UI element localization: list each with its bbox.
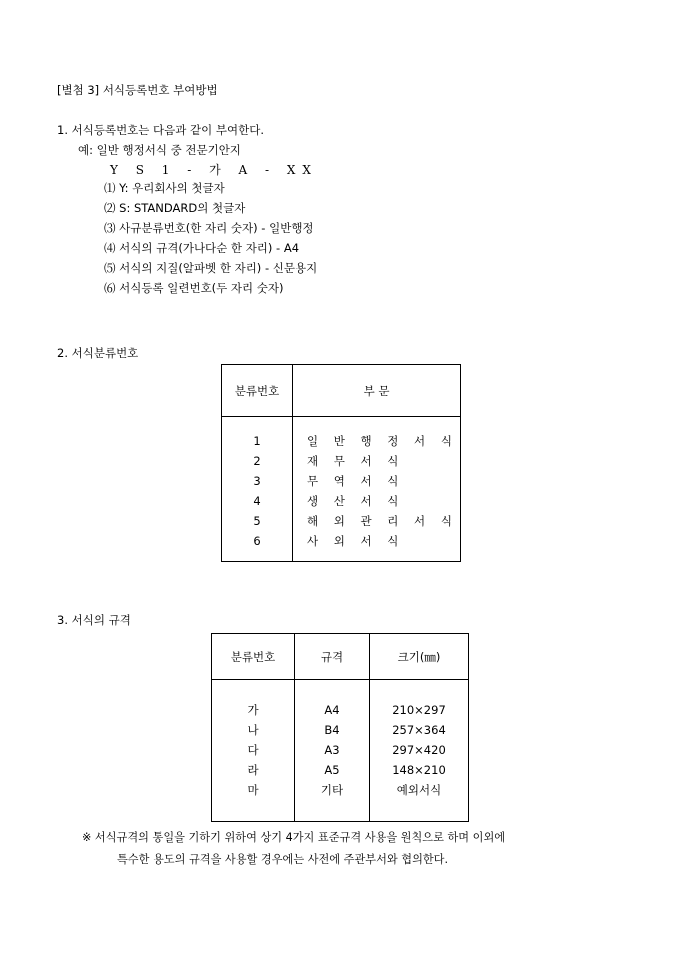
attachment-title: [별첨 3] 서식등록번호 부여방법 (57, 83, 218, 97)
table-header-cell: 분류번호 (222, 365, 293, 417)
table-cell: 사 외 서 식 (307, 534, 405, 548)
table-cell: 무 역 서 식 (307, 474, 405, 488)
table-cell-formats (295, 680, 370, 822)
table-cell: 해 외 관 리 서 식 (307, 514, 458, 528)
table-header-cell: 부 문 (293, 365, 461, 417)
example-code: Y S 1 - 가 A - XX (110, 163, 318, 177)
table-cell: 148×210 (392, 763, 446, 777)
section2-heading: 2. 서식분류번호 (57, 346, 139, 360)
table-header-cell: 크기(㎜) (370, 634, 469, 680)
table-header-cell: 분류번호 (212, 634, 295, 680)
classification-table (221, 364, 461, 562)
table-cell: 라 (247, 763, 259, 777)
list-item: ⑴ Y: 우리회사의 첫글자 (104, 181, 225, 195)
list-item: ⑶ 사규분류번호(한 자리 숫자) - 일반행정 (104, 221, 314, 235)
section3-heading: 3. 서식의 규격 (57, 613, 131, 627)
note-line-1: ※ 서식규격의 통일을 기하기 위하여 상기 4가지 표준규격 사용을 원칙으로 하며 이외에 (82, 831, 506, 844)
table-cell-codes (212, 680, 295, 822)
table-cell: 257×364 (392, 723, 446, 737)
list-item: ⑸ 서식의 지질(알파벳 한 자리) - 신문용지 (104, 261, 318, 275)
table-cell: 생 산 서 식 (307, 494, 405, 508)
table-cell: 가 (247, 703, 259, 717)
table-cell: 예외서식 (396, 783, 442, 797)
table-cell: A5 (324, 763, 340, 777)
code-legend-list (104, 178, 317, 298)
example-label: 예: 일반 행정서식 중 전문기안지 (78, 143, 241, 157)
list-item: ⑹ 서식등록 일련번호(두 자리 숫자) (104, 281, 284, 295)
section1-heading: 1. 서식등록번호는 다음과 같이 부여한다. (57, 123, 264, 137)
table-cell: 마 (247, 783, 259, 797)
table-cell: 나 (247, 723, 259, 737)
table-cell-sections (293, 417, 461, 562)
table-cell: 재 무 서 식 (307, 454, 405, 468)
table-cell-sizes (370, 680, 469, 822)
table-cell-numbers (222, 417, 293, 562)
list-item: ⑷ 서식의 규격(가나다순 한 자리) - A4 (104, 241, 300, 255)
table-cell: 297×420 (392, 743, 446, 757)
table-cell: 5 (253, 514, 261, 528)
table-cell: 6 (253, 534, 261, 548)
table-cell: 기타 (320, 783, 344, 797)
table-cell: A3 (324, 743, 340, 757)
size-table (211, 633, 469, 822)
note-line-2: 특수한 용도의 규격을 사용할 경우에는 사전에 주관부서와 협의한다. (117, 853, 449, 866)
table-cell: 2 (253, 454, 261, 468)
table-cell: A4 (324, 703, 340, 717)
list-item: ⑵ S: STANDARD의 첫글자 (104, 201, 246, 215)
table-cell: 4 (253, 494, 261, 508)
table-cell: 210×297 (392, 703, 446, 717)
table-cell: 3 (253, 474, 261, 488)
table-cell: 일 반 행 정 서 식 (307, 434, 458, 448)
table-cell: 1 (253, 434, 261, 448)
table-cell: 다 (247, 743, 259, 757)
table-cell: B4 (324, 723, 340, 737)
table-header-cell: 규격 (295, 634, 370, 680)
